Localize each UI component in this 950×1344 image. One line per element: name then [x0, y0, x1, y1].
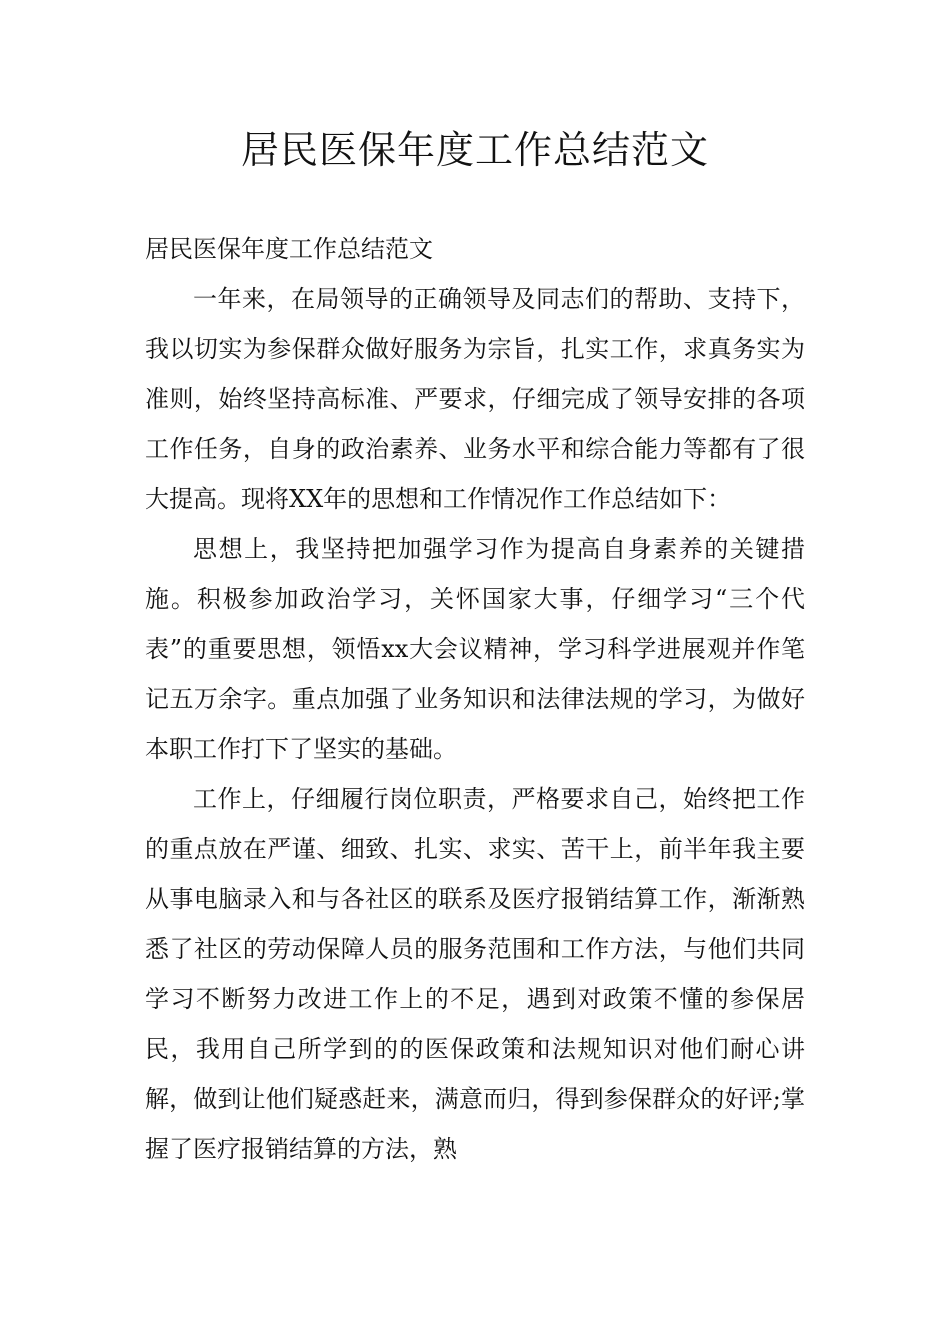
paragraph-thinking: 思想上，我坚持把加强学习作为提高自身素养的关键措施。积极参加政治学习，关怀国家大事，仔细学习“三个代表”的重要思想，领悟xx大会议精神，学习科学进展观并作笔记五万余字。重点加强了业务知识和法律法规的学习，为做好本职工作打下了坚实的基础。: [145, 535, 805, 763]
document-title: 居民医保年度工作总结范文: [240, 128, 709, 172]
paragraph-intro: 一年来，在局领导的正确领导及同志们的帮助、支持下，我以切实为参保群众做好服务为宗旨，扎实工作，求真务实为准则，始终坚持高标准、严要求，仔细完成了领导安排的各项工作任务，自身的政治素养、业务水平和综合能力等都有了很大提高。现将XX年的思想和工作情况作工作总结如下：: [145, 285, 805, 513]
document-body: [145, 224, 805, 1174]
document-subtitle: 居民医保年度工作总结范文: [145, 235, 433, 263]
paragraph-work: 工作上，仔细履行岗位职责，严格要求自己，始终把工作的重点放在严谨、细致、扎实、求实、苦干上，前半年我主要从事电脑录入和与各社区的联系及医疗报销结算工作，渐渐熟悉了社区的劳动保障人员的服务范围和工作方法，与他们共同学习不断努力改进工作上的不足，遇到对政策不懂的参保居民，我用自己所学到的的医保政策和法规知识对他们耐心讲解，做到让他们疑惑赶来，满意而归，得到参保群众的好评;掌握了医疗报销结算的方法，熟: [145, 785, 805, 1163]
